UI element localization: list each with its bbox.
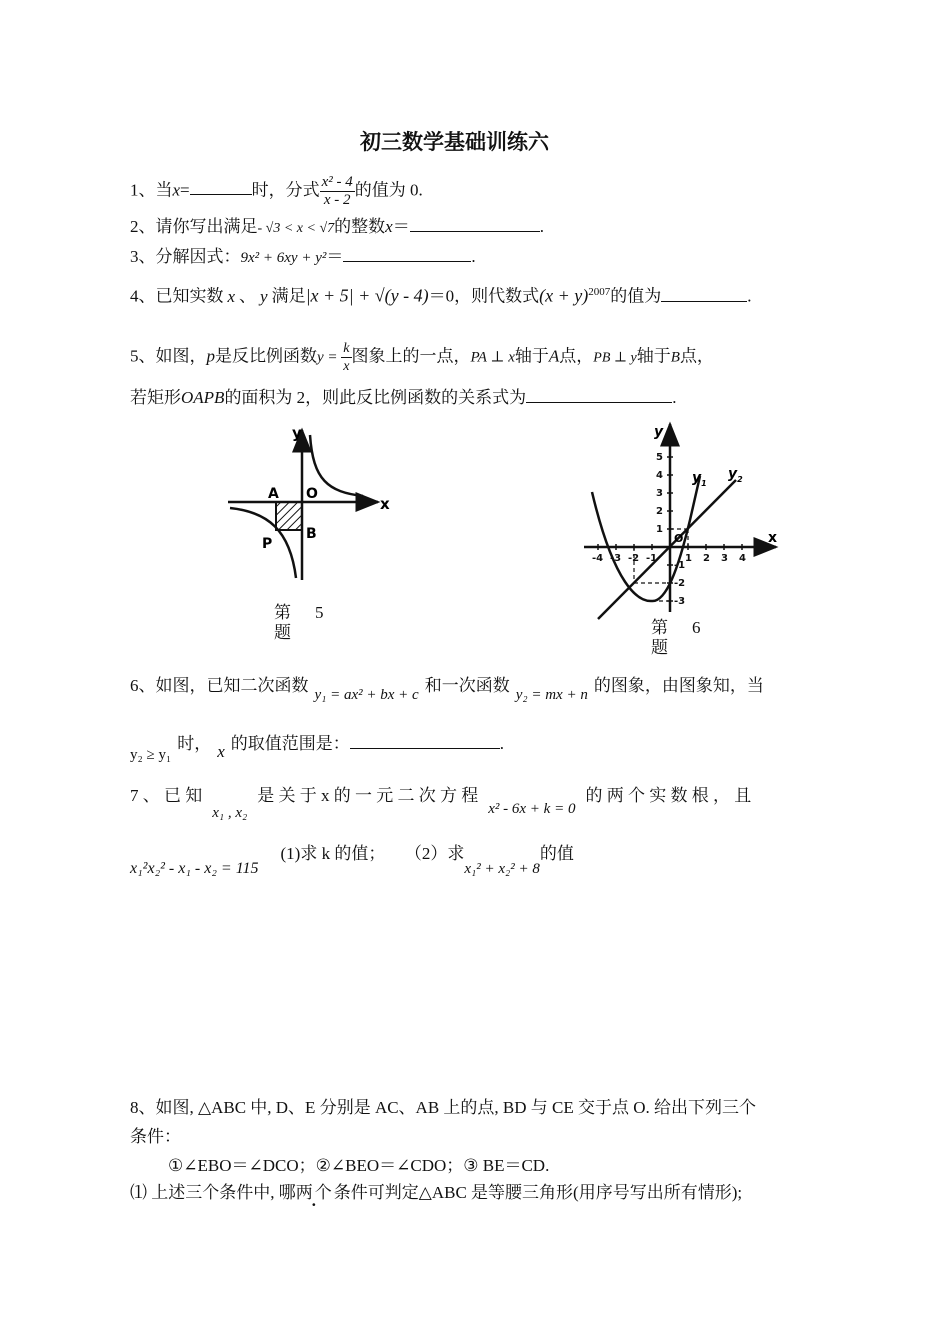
answer-blank-6[interactable] bbox=[350, 733, 500, 749]
question-6-line-2: y₂ ≥ y₁时， x 的取值范围是： . bbox=[130, 734, 504, 763]
question-7-line-1: 7 、 已 知x₁ , x₂是 关 于 x 的 一 元 二 次 方 程x² - 6x + k = 0的 两 个 实 数 根 ， 且 bbox=[130, 786, 752, 821]
shaded-rectangle bbox=[276, 502, 302, 530]
question-4: 4、已知实数 x 、 y 满足|x + 5| + √(y - 4)＝0，则代数式$(x + y)^{2007}$的值为 . bbox=[130, 285, 752, 306]
label-y: y bbox=[292, 424, 302, 442]
x-tick-label: -3 bbox=[610, 553, 622, 564]
answer-blank-1[interactable] bbox=[190, 179, 252, 195]
label-P: P bbox=[262, 536, 273, 552]
y-tick-label: 4 bbox=[656, 470, 663, 481]
figure-5-graph bbox=[218, 420, 398, 590]
y-tick-label: 5 bbox=[656, 452, 663, 463]
question-2: 2、请你写出满足- √3 < x < √7的整数x＝ . bbox=[130, 217, 544, 236]
answer-blank-4[interactable] bbox=[661, 286, 747, 302]
figure-6-caption: 第 6 题 bbox=[651, 618, 701, 657]
y-tick-label: -3 bbox=[674, 596, 686, 607]
question-8-part-1: ⑴ 上述三个条件中, 哪两个条件可判定△ABC 是等腰三角形(用序号写出所有情形); bbox=[130, 1183, 743, 1202]
x-tick-label: -4 bbox=[592, 553, 604, 564]
label-B: B bbox=[306, 526, 317, 542]
x-tick-label: 3 bbox=[721, 553, 728, 564]
line-y2 bbox=[598, 480, 736, 619]
label-x: x bbox=[380, 495, 390, 513]
label-y2: $y_2$ bbox=[728, 466, 743, 484]
figure-5-caption: 第 5 题 bbox=[274, 603, 324, 642]
y-tick-label: 3 bbox=[656, 488, 663, 499]
answer-blank-3[interactable] bbox=[343, 246, 471, 262]
figure-6-graph bbox=[578, 420, 788, 620]
label-O: O bbox=[306, 486, 318, 502]
question-6-line-1: 6、如图，已知二次函数 y₁ = ax² + bx + c 和一次函数 y₂ = mx + n 的图象，由图象知，当 bbox=[130, 676, 764, 703]
x-tick-label: -1 bbox=[646, 553, 658, 564]
y-tick-label: 1 bbox=[656, 524, 663, 535]
page-title: 初三数学基础训练六 bbox=[360, 130, 549, 154]
y-tick-label: -2 bbox=[674, 578, 686, 589]
question-1: 1、当x= 时，分式 $\frac{\text{x² - 4}}{x - 2}$ 的值为 0. bbox=[130, 174, 423, 208]
label-y: y bbox=[654, 424, 664, 440]
question-5-line-2: 若矩形OAPB的面积为 2，则此反比例函数的关系式为 . bbox=[130, 388, 677, 407]
y-tick-label: 2 bbox=[656, 506, 663, 517]
hyperbola-branch-upper bbox=[310, 435, 363, 496]
question-8-conditions: ①∠EBO＝∠DCO；②∠BEO＝∠CDO；③ BE＝CD. bbox=[168, 1156, 550, 1175]
x-tick-label: 4 bbox=[739, 553, 746, 564]
label-x: x bbox=[768, 530, 778, 546]
label-A: A bbox=[268, 486, 279, 502]
label-y1: $y_1$ bbox=[692, 470, 707, 488]
x-tick-label: 1 bbox=[685, 553, 692, 564]
y-tick-label: -1 bbox=[674, 560, 686, 571]
answer-blank-5[interactable] bbox=[526, 387, 672, 403]
question-8-line-2: 条件： bbox=[130, 1127, 181, 1146]
question-5-line-1: 5、如图，p是反比例函数y = $\frac{k}{x}$ 图象上的一点，PA ⊥ x轴于A点，PB ⊥ y轴于B点， bbox=[130, 341, 714, 374]
question-3: 3、分解因式：9x² + 6xy + y²＝ . bbox=[130, 247, 476, 266]
answer-blank-2[interactable] bbox=[410, 216, 540, 232]
question-7-line-2: x₁²x₂² - x₁ - x₂ = 115(1)求 k 的值； （2）求x₁² + x₂² + 8的值 bbox=[130, 844, 574, 877]
x-tick-label: -2 bbox=[628, 553, 640, 564]
question-8-line-1: 8、如图, △ABC 中, D、E 分别是 AC、AB 上的点, BD 与 CE 交于点 O. 给出下列三个 bbox=[130, 1098, 757, 1117]
fraction-q1: $\frac{\text{x² - 4}}{x - 2}$ bbox=[321, 174, 353, 208]
fraction-q5: $\frac{k}{x}$ bbox=[343, 341, 350, 374]
label-O: O bbox=[674, 532, 684, 545]
x-tick-label: 2 bbox=[703, 553, 710, 564]
